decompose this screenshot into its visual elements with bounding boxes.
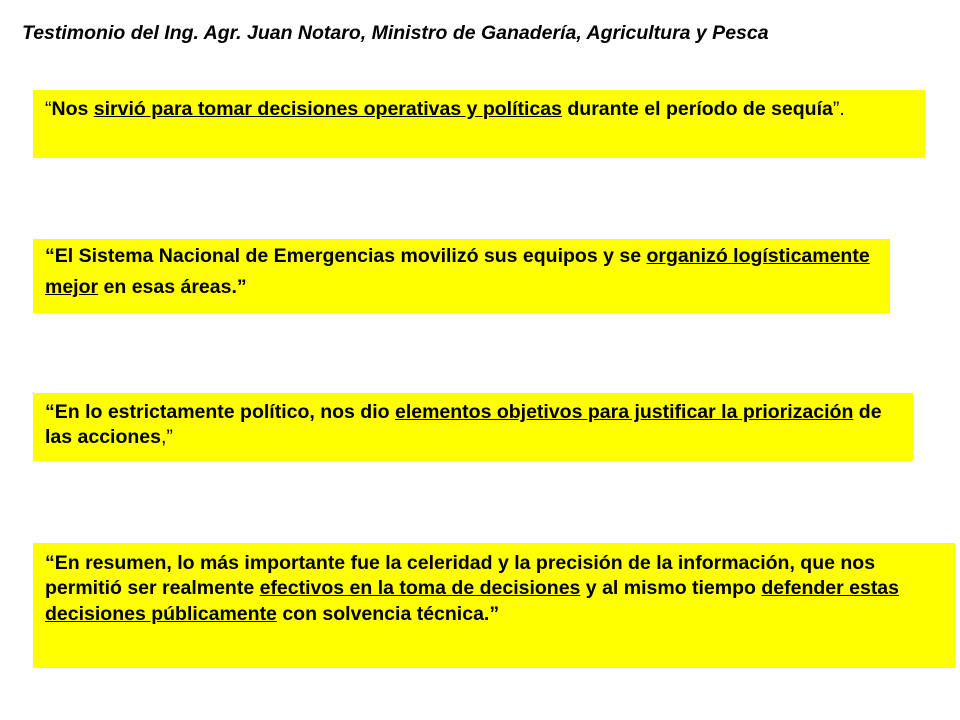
quote-text: “ xyxy=(45,98,52,120)
quote-text: durante el período de sequía xyxy=(561,98,833,120)
quote-text: ”. xyxy=(832,98,845,120)
quote-box-1 xyxy=(33,90,925,158)
quote-box-3 xyxy=(33,393,913,461)
quote-text: Nos xyxy=(51,98,94,120)
quote-text: en esas áreas.” xyxy=(98,276,247,299)
quote-highlight-text: defender estas decisiones públicamente xyxy=(45,577,900,625)
quote-highlight-text: organizó logísticamente mejor xyxy=(45,245,870,299)
quote-box-4 xyxy=(33,543,955,668)
quote-text: ,” xyxy=(161,426,173,449)
quote-text: de las acciones xyxy=(45,401,882,449)
quote-highlight-text: efectivos en la toma de decisiones xyxy=(259,577,581,600)
quote-highlight-text: sirvió para tomar decisiones operativas y políticas xyxy=(93,98,562,120)
quote-text: “En lo estrictamente político, nos dio xyxy=(45,401,395,423)
quote-text: y al mismo tiempo xyxy=(580,577,762,600)
quote-text: “En resumen, lo más importante fue la celeridad y la precisión de la información, que nos permitió ser realmente xyxy=(45,552,876,600)
quote-text: con solvencia técnica.” xyxy=(276,602,500,625)
quote-text: “El Sistema Nacional de Emergencias movilizó sus equipos y se xyxy=(45,245,647,267)
quote-box-2 xyxy=(33,239,890,313)
quote-highlight-text: elementos objetivos para justificar la priorización xyxy=(394,401,854,423)
page-title: Testimonio del Ing. Agr. Juan Notaro, Ministro de Ganadería, Agricultura y Pesca xyxy=(22,22,769,44)
